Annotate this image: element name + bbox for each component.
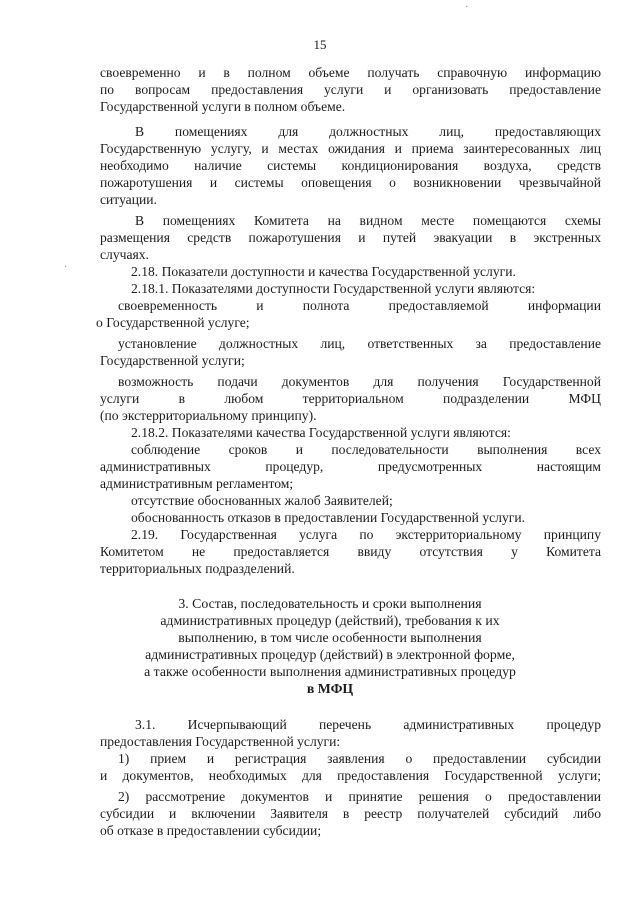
page-number: 15 — [313, 37, 327, 52]
section-3-title: а также особенности выполнения административных процедур — [144, 664, 516, 679]
text-line: В помещениях Комитета на видном месте помещаются схемы — [135, 213, 601, 228]
list-item: об отказе в предоставлении субсидии; — [100, 823, 322, 838]
text-line: территориальных подразделений. — [100, 561, 295, 576]
text-line: В помещениях для должностных лиц, предоставляющих — [135, 124, 601, 139]
text-line: предоставления Государственной услуги: — [100, 734, 341, 749]
text-line: административных процедур, предусмотренных настоящим — [100, 459, 601, 474]
section-3-title: выполнению, в том числе особенности выполнения — [178, 630, 482, 645]
list-item: и документов, необходимых для предоставления Государственной услуги; — [100, 768, 601, 783]
scan-speck: · — [64, 262, 68, 273]
text-line: отсутствие обоснованных жалоб Заявителей; — [131, 493, 393, 508]
text-line: (по экстерриториальному принципу). — [100, 408, 317, 423]
text-line: 2.19. Государственная услуга по экстерриториальному принципу — [131, 527, 601, 542]
scan-speck: · — [465, 2, 469, 13]
text-line: 3.1. Исчерпывающий перечень административных процедур — [135, 717, 601, 732]
text-line: о Государственной услуге; — [96, 315, 250, 330]
text-line: пожаротушения и системы оповещения о возникновении чрезвычайной — [100, 175, 601, 190]
text-line: 2.18.2. Показателями качества Государственной услуги являются: — [131, 425, 511, 440]
text-line: Государственную услугу, и местах ожидания и приема заинтересованных лиц — [100, 141, 601, 156]
text-line: по вопросам предоставления услуги и организовать предоставление — [100, 82, 601, 97]
list-item: 2) рассмотрение документов и принятие решения о предоставлении — [118, 789, 601, 804]
text-line: необходимо наличие системы кондиционирования воздуха, средств — [100, 158, 601, 173]
text-line: случаях. — [100, 247, 149, 262]
section-3-title: в МФЦ — [306, 681, 354, 696]
text-line: административным регламентом; — [100, 476, 294, 491]
text-line: установление должностных лиц, ответственных за предоставление — [118, 336, 601, 351]
section-3-title: административных процедур (действий) в электронной форме, — [145, 647, 515, 662]
text-line: своевременно и в полном объеме получать справочную информацию — [100, 65, 601, 80]
text-line: услуги в любом территориальном подразделении МФЦ — [100, 391, 601, 406]
list-item: 1) прием и регистрация заявления о предоставлении субсидии — [118, 751, 601, 766]
text-line: своевременность и полнота предоставляемой информации — [118, 298, 601, 313]
text-line: Комитетом не предоставляется ввиду отсутствия у Комитета — [100, 544, 601, 559]
section-3-title: административных процедур (действий), требования к их — [160, 613, 500, 628]
text-line: 2.18.1. Показателями доступности Государственной услуги являются: — [131, 281, 536, 296]
text-line: ситуации. — [100, 192, 157, 207]
text-line: возможность подачи документов для получения Государственной — [118, 374, 601, 389]
text-line: Государственной услуги в полном объеме. — [100, 99, 346, 114]
text-line: Государственной услуги; — [100, 353, 245, 368]
section-heading: 2.18. Показатели доступности и качества Государственной услуги. — [131, 264, 516, 279]
list-item: субсидии и включении Заявителя в реестр получателей субсидий либо — [100, 806, 601, 821]
text-line: обоснованность отказов в предоставлении Государственной услуги. — [131, 510, 525, 525]
text-line: соблюдение сроков и последовательности выполнения всех — [131, 442, 601, 457]
section-3-title: 3. Состав, последовательность и сроки выполнения — [178, 596, 482, 611]
text-line: размещения средств пожаротушения и путей эвакуации в экстренных — [100, 230, 601, 245]
